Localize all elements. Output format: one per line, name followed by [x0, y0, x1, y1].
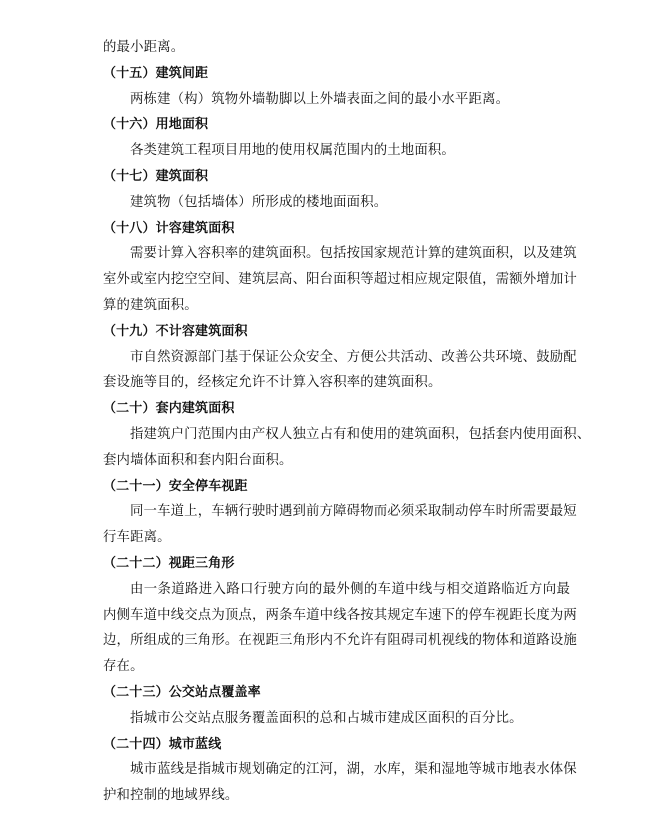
paragraph-line: 边，所组成的三角形。在视距三角形内不允许有阻碍司机视线的物体和道路设施 [103, 633, 577, 649]
paragraph-line: 由一条道路进入路口行驶方向的最外侧的车道中线与相交道路临近方向最 [130, 581, 570, 597]
paragraph-line: 城市蓝线是指城市规划确定的江河，湖，水库，渠和湿地等城市地表水体保 [130, 762, 577, 778]
section-heading: （十七）建筑面积 [103, 168, 209, 184]
section-heading: （二十）套内建筑面积 [103, 401, 235, 417]
paragraph-line: 建筑物（包括墙体）所形成的楼地面面积。 [130, 194, 388, 210]
paragraph-line: 各类建筑工程项目用地的使用权属范围内的土地面积。 [130, 143, 455, 159]
paragraph-line: 行车距离。 [103, 530, 171, 546]
paragraph-line: 套内墙体面积和套内阳台面积。 [103, 452, 293, 468]
paragraph-line: 市自然资源部门基于保证公众安全、方便公共活动、改善公共环境、鼓励配 [130, 349, 577, 365]
paragraph-line: 套设施等目的，经核定允许不计算入容积率的建筑面积。 [103, 375, 442, 391]
paragraph-line: 需要计算入容积率的建筑面积。包括按国家规范计算的建筑面积，以及建筑 [130, 246, 577, 262]
section-heading: （二十二）视距三角形 [103, 555, 235, 571]
paragraph-line: 指建筑户门范围内由产权人独立占有和使用的建筑面积，包括套内使用面积、 [130, 426, 591, 442]
paragraph-line: 同一车道上，车辆行驶时遇到前方障碍物而必须采取制动停车时所需要最短 [130, 504, 577, 520]
document-body [103, 35, 591, 809]
paragraph-line: 两栋建（构）筑物外墙勒脚以上外墙表面之间的最小水平距离。 [130, 91, 510, 107]
section-heading: （十六）用地面积 [103, 117, 209, 133]
section-heading: （十五）建筑间距 [103, 65, 209, 81]
section-heading: （二十四）城市蓝线 [103, 736, 222, 752]
paragraph-line: 室外或室内挖空空间、建筑层高、阳台面积等超过相应规定限值，需额外增加计 [103, 272, 577, 288]
section-heading: （二十一）安全停车视距 [103, 478, 248, 494]
paragraph-line: 护和控制的地域界线。 [103, 788, 239, 804]
paragraph-line: 存在。 [103, 659, 144, 675]
section-heading: （十九）不计容建筑面积 [103, 323, 248, 339]
paragraph-line: 指城市公交站点服务覆盖面积的总和占城市建成区面积的百分比。 [130, 710, 523, 726]
section-heading: （十八）计容建筑面积 [103, 220, 235, 236]
section-heading: （二十三）公交站点覆盖率 [103, 684, 261, 700]
paragraph-line: 算的建筑面积。 [103, 297, 198, 313]
paragraph-line: 的最小距离。 [103, 40, 185, 55]
paragraph-line: 内侧车道中线交点为顶点，两条车道中线各按其规定车速下的停车视距长度为两 [103, 607, 577, 623]
